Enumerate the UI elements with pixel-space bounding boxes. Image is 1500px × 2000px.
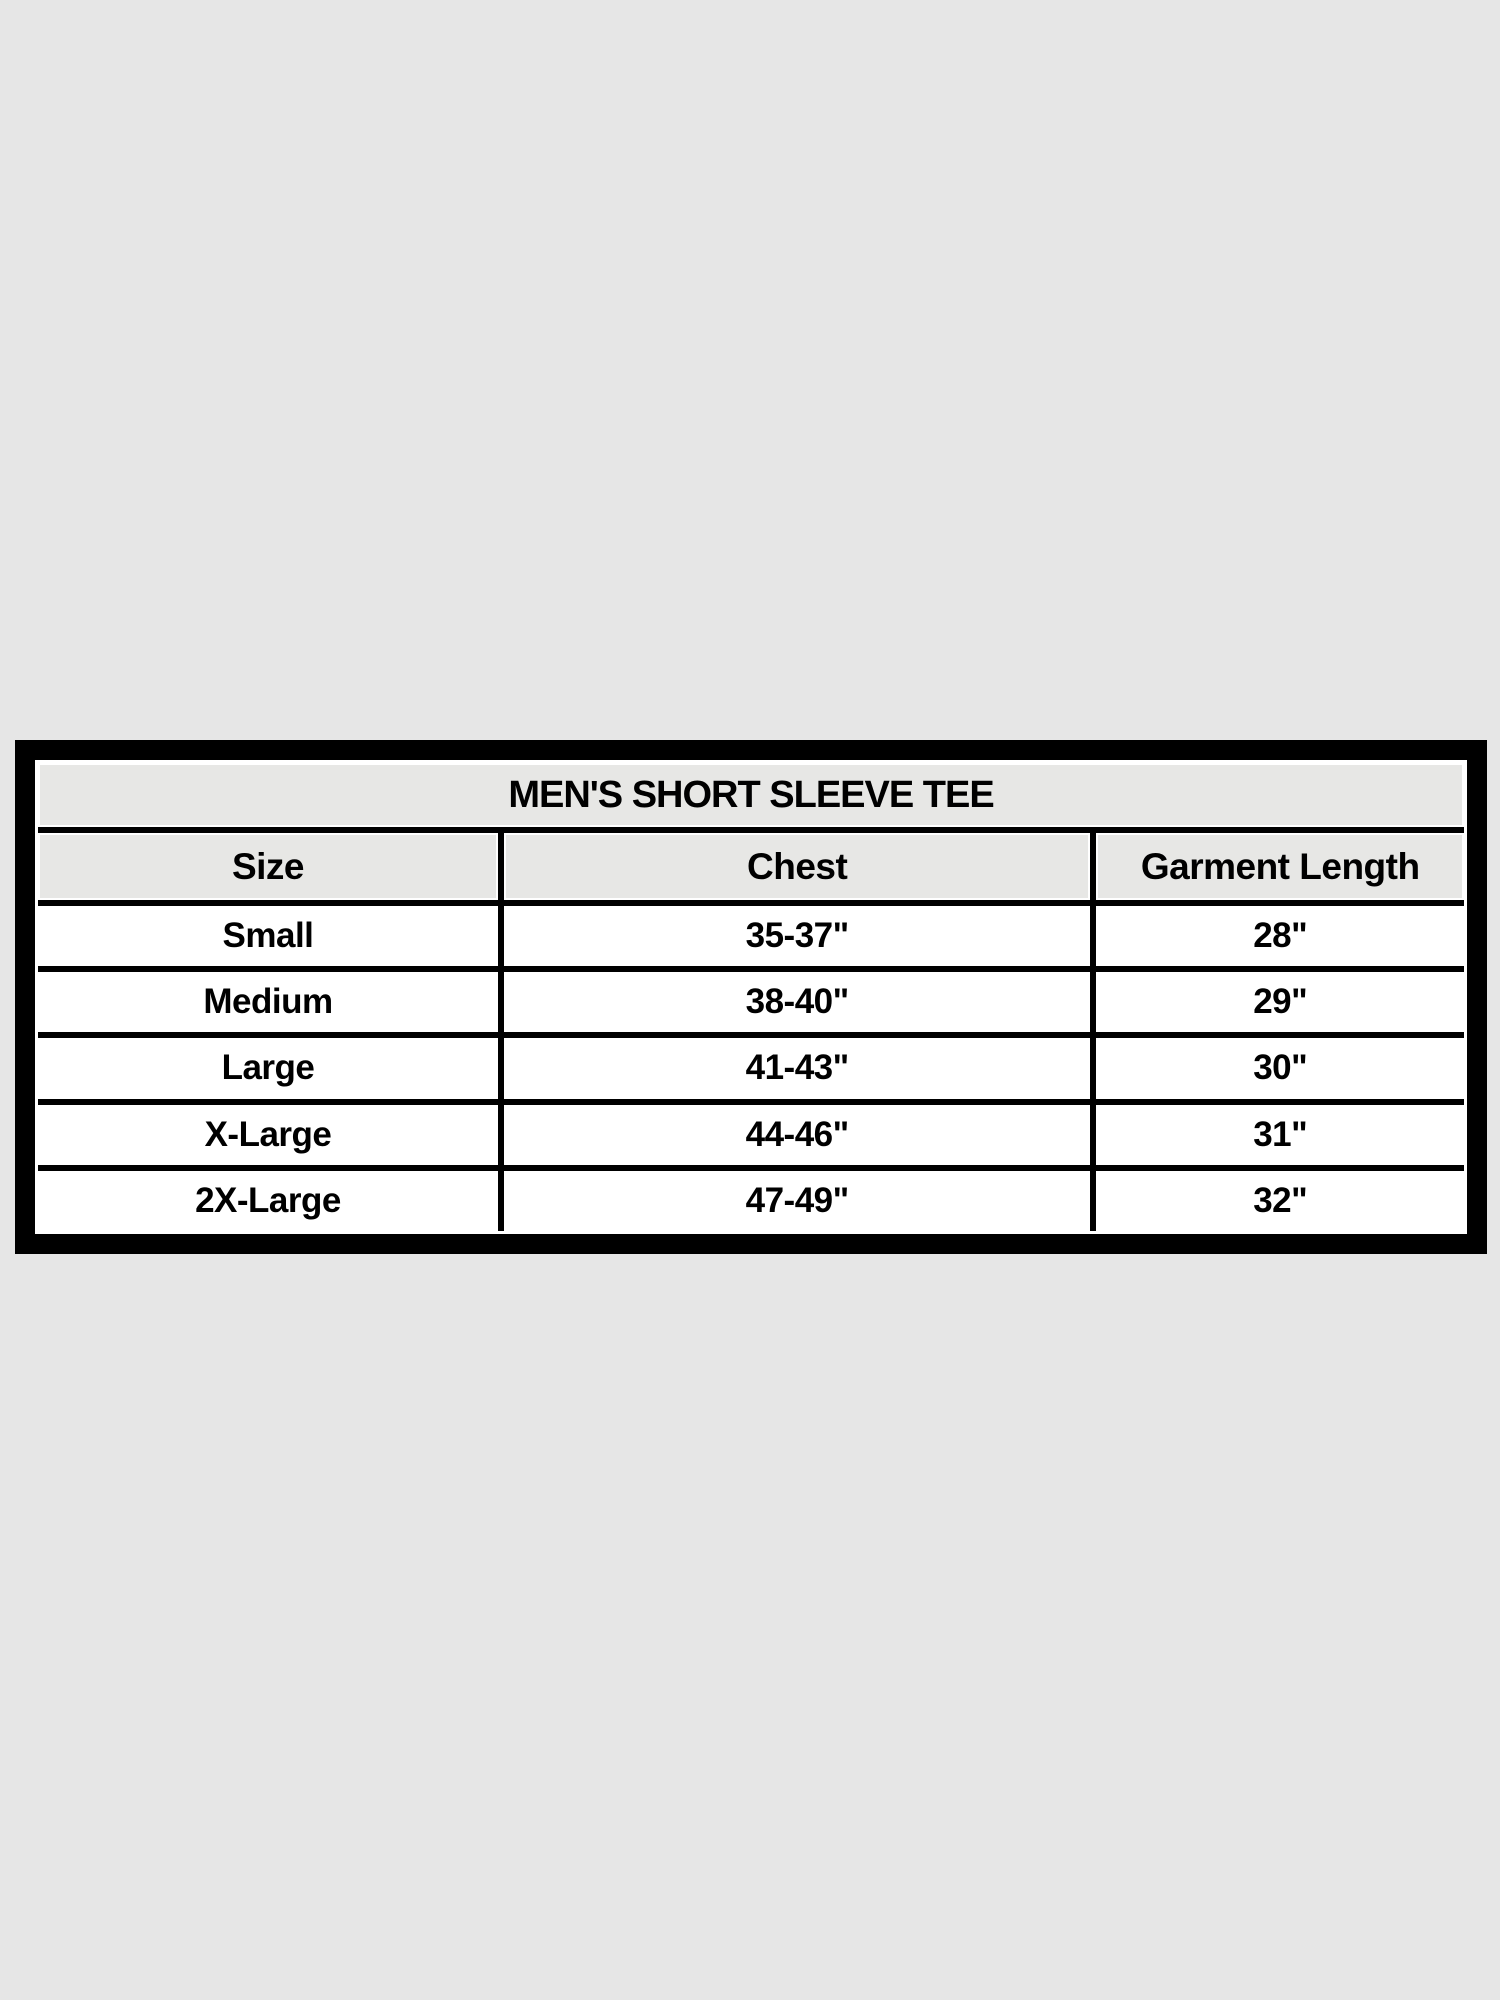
table-cell-size-small: Small xyxy=(38,906,498,966)
table-cell-chest-small: 35-37" xyxy=(504,906,1091,966)
table-cell-chest-medium: 38-40" xyxy=(504,972,1091,1032)
table-cell-chest-2xlarge: 47-49" xyxy=(504,1171,1091,1231)
table-cell-length-medium: 29" xyxy=(1096,972,1464,1032)
table-title: MEN'S SHORT SLEEVE TEE xyxy=(38,763,1464,827)
size-chart-grid xyxy=(38,763,1464,1231)
table-cell-size-medium: Medium xyxy=(38,972,498,1032)
table-cell-chest-large: 41-43" xyxy=(504,1038,1091,1098)
column-header-chest: Chest xyxy=(504,833,1091,899)
table-cell-size-2xlarge: 2X-Large xyxy=(38,1171,498,1231)
column-header-garment-length: Garment Length xyxy=(1096,833,1464,899)
column-header-size: Size xyxy=(38,833,498,899)
size-chart-table xyxy=(15,740,1487,1254)
table-cell-length-xlarge: 31" xyxy=(1096,1105,1464,1165)
table-cell-chest-xlarge: 44-46" xyxy=(504,1105,1091,1165)
table-cell-length-large: 30" xyxy=(1096,1038,1464,1098)
table-cell-size-xlarge: X-Large xyxy=(38,1105,498,1165)
table-cell-length-2xlarge: 32" xyxy=(1096,1171,1464,1231)
table-cell-size-large: Large xyxy=(38,1038,498,1098)
table-cell-length-small: 28" xyxy=(1096,906,1464,966)
